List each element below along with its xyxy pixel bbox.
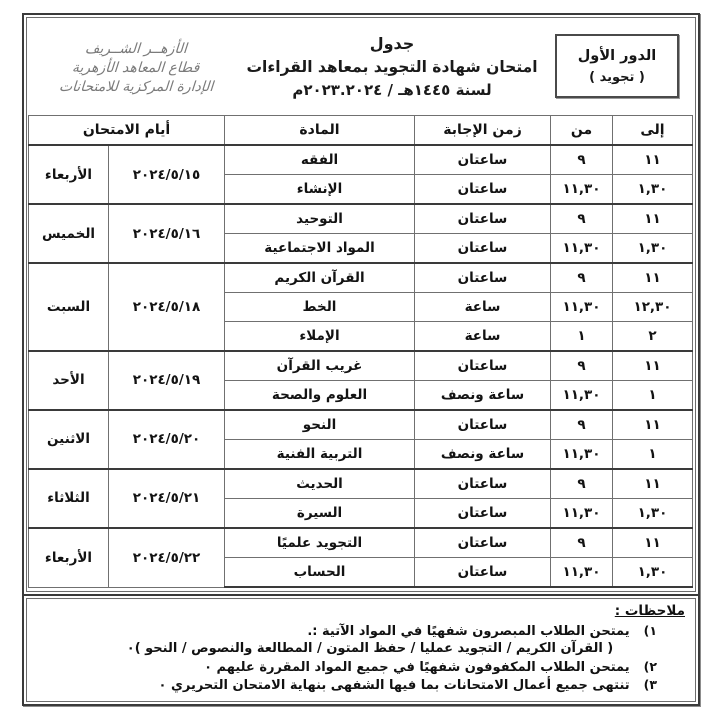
cell-exam-day: السبت: [28, 263, 108, 351]
cell-subject: الخط: [225, 293, 415, 322]
organization-block: [29, 20, 243, 112]
cell-time-to: ١١: [613, 351, 693, 381]
cell-time-from: ١١,٣٠: [551, 175, 613, 205]
note-text-2: يمتحن الطلاب المكفوفون شفهيًا في جميع المواد المقررة عليهم ٠: [204, 660, 630, 675]
org-line-department: الإدارة المركزية للامتحانات: [58, 79, 214, 95]
note-item-1: [37, 623, 685, 639]
schedule-table: [28, 115, 693, 588]
note-number-2: ٢): [643, 659, 657, 674]
cell-time-from: ٩: [551, 410, 613, 440]
table-row: [28, 469, 692, 499]
title-line-exam-name: امتحان شهادة التجويد بمعاهد القراءات: [246, 57, 538, 76]
cell-time-from: ٩: [551, 469, 613, 499]
cell-time-to: ١: [613, 439, 693, 469]
cell-exam-day: الأربعاء: [28, 528, 108, 587]
cell-time-to: ١,٣٠: [613, 175, 693, 205]
cell-time-from: ٩: [551, 263, 613, 293]
table-row: [28, 410, 692, 440]
document-header: [29, 20, 693, 112]
note-number-3: ٣): [643, 677, 657, 692]
cell-time-from: ٩: [551, 351, 613, 381]
cell-subject: التجويد علميًا: [225, 528, 415, 558]
cell-subject: الحساب: [225, 557, 415, 587]
cell-duration: ساعة: [415, 293, 551, 322]
note-number-1: ١): [643, 623, 657, 638]
document-main-frame: [22, 13, 700, 596]
cell-time-from: ٩: [551, 145, 613, 175]
cell-subject: التوحيد: [225, 204, 415, 234]
cell-time-to: ١,٣٠: [613, 557, 693, 587]
schedule-table-wrapper: [29, 115, 693, 588]
notes-title: ملاحظات :: [614, 603, 685, 619]
cell-duration: ساعة: [415, 321, 551, 351]
round-label-first: الدور الأول: [577, 47, 657, 64]
cell-subject: النحو: [225, 410, 415, 440]
cell-time-from: ٩: [551, 528, 613, 558]
round-label-subject: ( تجويد ): [589, 69, 645, 85]
cell-time-to: ١١: [613, 145, 693, 175]
cell-time-to: ١٢,٣٠: [613, 293, 693, 322]
cell-duration: ساعتان: [415, 351, 551, 381]
cell-exam-date: ٢٠٢٤/٥/٢٢: [109, 528, 225, 587]
table-row: [28, 204, 692, 234]
cell-time-from: ١١,٣٠: [551, 498, 613, 528]
table-header-row: [28, 116, 692, 146]
cell-time-to: ١١: [613, 263, 693, 293]
cell-subject: القرآن الكريم: [225, 263, 415, 293]
column-header-from: من: [551, 116, 613, 146]
cell-subject: المواد الاجتماعية: [225, 234, 415, 264]
cell-subject: الإنشاء: [225, 175, 415, 205]
cell-time-to: ١,٣٠: [613, 498, 693, 528]
cell-duration: ساعتان: [415, 557, 551, 587]
column-header-duration: زمن الإجابة: [415, 116, 551, 146]
cell-duration: ساعتان: [415, 469, 551, 499]
column-header-subject: المادة: [225, 116, 415, 146]
cell-duration: ساعتان: [415, 234, 551, 264]
cell-time-to: ١١: [613, 410, 693, 440]
cell-time-from: ١١,٣٠: [551, 293, 613, 322]
cell-duration: ساعتان: [415, 498, 551, 528]
cell-duration: ساعتان: [415, 175, 551, 205]
org-line-azhar: الأزهــر الشــريف: [84, 41, 188, 57]
round-box: [555, 34, 679, 98]
cell-time-from: ١١,٣٠: [551, 380, 613, 410]
cell-time-from: ٩: [551, 204, 613, 234]
cell-duration: ساعتان: [415, 528, 551, 558]
cell-exam-day: الأحد: [28, 351, 108, 410]
cell-exam-date: ٢٠٢٤/٥/٢١: [109, 469, 225, 528]
cell-subject: الفقه: [225, 145, 415, 175]
cell-subject: الحديث: [225, 469, 415, 499]
cell-time-to: ١: [613, 380, 693, 410]
cell-time-to: ١,٣٠: [613, 234, 693, 264]
cell-exam-day: الأربعاء: [28, 145, 108, 204]
cell-subject: العلوم والصحة: [225, 380, 415, 410]
cell-exam-day: الثلاثاء: [28, 469, 108, 528]
note-subjects-list: ( القرآن الكريم / التجويد عمليا / حفظ المتون / المطالعة والنصوص / النحو )٠: [126, 641, 614, 656]
cell-time-from: ١١,٣٠: [551, 557, 613, 587]
cell-subject: السيرة: [225, 498, 415, 528]
cell-duration: ساعتان: [415, 410, 551, 440]
cell-time-to: ١١: [613, 528, 693, 558]
cell-exam-date: ٢٠٢٤/٥/١٥: [109, 145, 225, 204]
title-line-year: لسنة ١٤٤٥هـ / ٢٠٢٣.٢٠٢٤م: [292, 80, 492, 99]
column-header-to: إلى: [613, 116, 693, 146]
title-block: [243, 20, 541, 112]
cell-time-from: ١١,٣٠: [551, 234, 613, 264]
cell-exam-date: ٢٠٢٤/٥/١٩: [109, 351, 225, 410]
cell-subject: غريب القرآن: [225, 351, 415, 381]
note-item-2: [37, 659, 685, 675]
cell-time-to: ١١: [613, 469, 693, 499]
org-line-sector: قطاع المعاهد الأزهرية: [71, 60, 201, 76]
note-item-3: [37, 677, 685, 693]
cell-exam-day: الاثنين: [28, 410, 108, 469]
table-row: [28, 263, 692, 293]
cell-duration: ساعتان: [415, 263, 551, 293]
cell-exam-date: ٢٠٢٤/٥/٢٠: [109, 410, 225, 469]
cell-exam-date: ٢٠٢٤/٥/١٨: [109, 263, 225, 351]
notes-box: [22, 594, 700, 706]
table-row: [28, 528, 692, 558]
note-text-1: يمتحن الطلاب المبصرون شفهيًا في المواد الآتية :.: [307, 624, 630, 639]
table-row: [28, 351, 692, 381]
cell-time-to: ٢: [613, 321, 693, 351]
schedule-table-body: [28, 145, 692, 587]
cell-time-to: ١١: [613, 204, 693, 234]
title-line-schedule: جدول: [369, 33, 415, 53]
cell-duration: ساعة ونصف: [415, 439, 551, 469]
cell-subject: الإملاء: [225, 321, 415, 351]
cell-time-from: ١١,٣٠: [551, 439, 613, 469]
cell-exam-date: ٢٠٢٤/٥/١٦: [109, 204, 225, 263]
notes-inner: [26, 598, 696, 702]
cell-duration: ساعتان: [415, 204, 551, 234]
round-block-wrapper: [541, 20, 693, 112]
cell-duration: ساعتان: [415, 145, 551, 175]
cell-time-from: ١: [551, 321, 613, 351]
cell-subject: التربية الفنية: [225, 439, 415, 469]
table-row: [28, 145, 692, 175]
cell-duration: ساعة ونصف: [415, 380, 551, 410]
note-text-3: تنتهى جميع أعمال الامتحانات بما فيها الشفهى بنهاية الامتحان التحريري ٠: [158, 678, 630, 693]
column-header-exam-days: أيام الامتحان: [28, 116, 224, 146]
cell-exam-day: الخميس: [28, 204, 108, 263]
